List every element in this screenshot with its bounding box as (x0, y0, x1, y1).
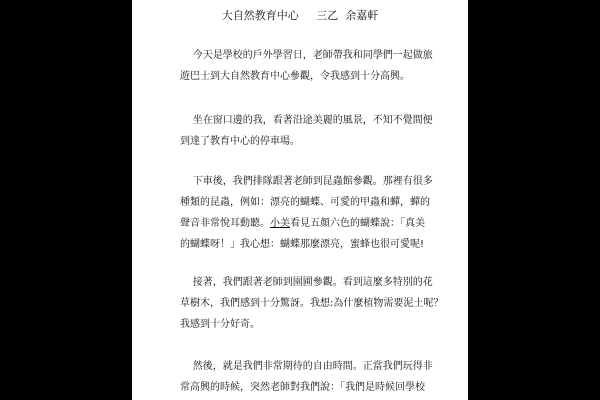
paragraph-2 (180, 110, 433, 152)
paragraph-line: 今天是學校的戶外學習日，老師帶我和同學們一起做旅 (180, 50, 433, 61)
paragraph-line: 常高興的時候，突然老師對我們說：「我們是時候回學校 (180, 382, 425, 393)
paragraph-line: 然後，就是我們非常期待的自由時間。正當我們玩得非 (180, 361, 433, 372)
paragraph-5 (180, 356, 433, 398)
paragraph-line: 坐在窗口邊的我，看著沿途美麗的風景，不知不覺間便 (180, 115, 433, 126)
paragraph-4 (180, 272, 444, 335)
paragraph-line: 遊巴士到大自然教育中心參觀，令我感到十分高興。 (180, 71, 410, 82)
paragraph-line: 下車後，我們排隊跟著老師到昆蟲館參觀。那裡有很多 (180, 176, 433, 187)
underlined-name: 小美 (270, 218, 290, 229)
paragraph-line: 接著，我們跟著老師到園圃參觀。看到這麼多特別的花 (180, 277, 433, 288)
paragraph-line: 草樹木，我們感到十分驚訝。我想:為什麼植物需要泥土呢？ (180, 298, 444, 309)
paragraph-line: 我感到十分好奇。 (180, 319, 260, 330)
line-text: 聲音非常悅耳動聽。 (180, 218, 270, 229)
paragraph-line: 種類的昆蟲，例如：漂亮的蝴蝶、可愛的甲蟲和蟬，蟬的 (180, 197, 430, 208)
paragraph-line: 到達了教育中心的停車場。 (180, 136, 300, 147)
paragraph-3 (180, 171, 433, 255)
document-page (132, 0, 468, 400)
paragraph-line (180, 213, 430, 234)
line-text: 看見五顏六色的蝴蝶說：「真美 (290, 218, 425, 229)
paragraph-line: 的蝴蝶呀！」我心想：蝴蝶那麼漂亮，蜜蜂也很可愛呢! (180, 239, 425, 250)
document-title: 大自然教育中心 三乙 余嘉軒 (221, 9, 379, 22)
paragraph-1 (180, 45, 433, 87)
